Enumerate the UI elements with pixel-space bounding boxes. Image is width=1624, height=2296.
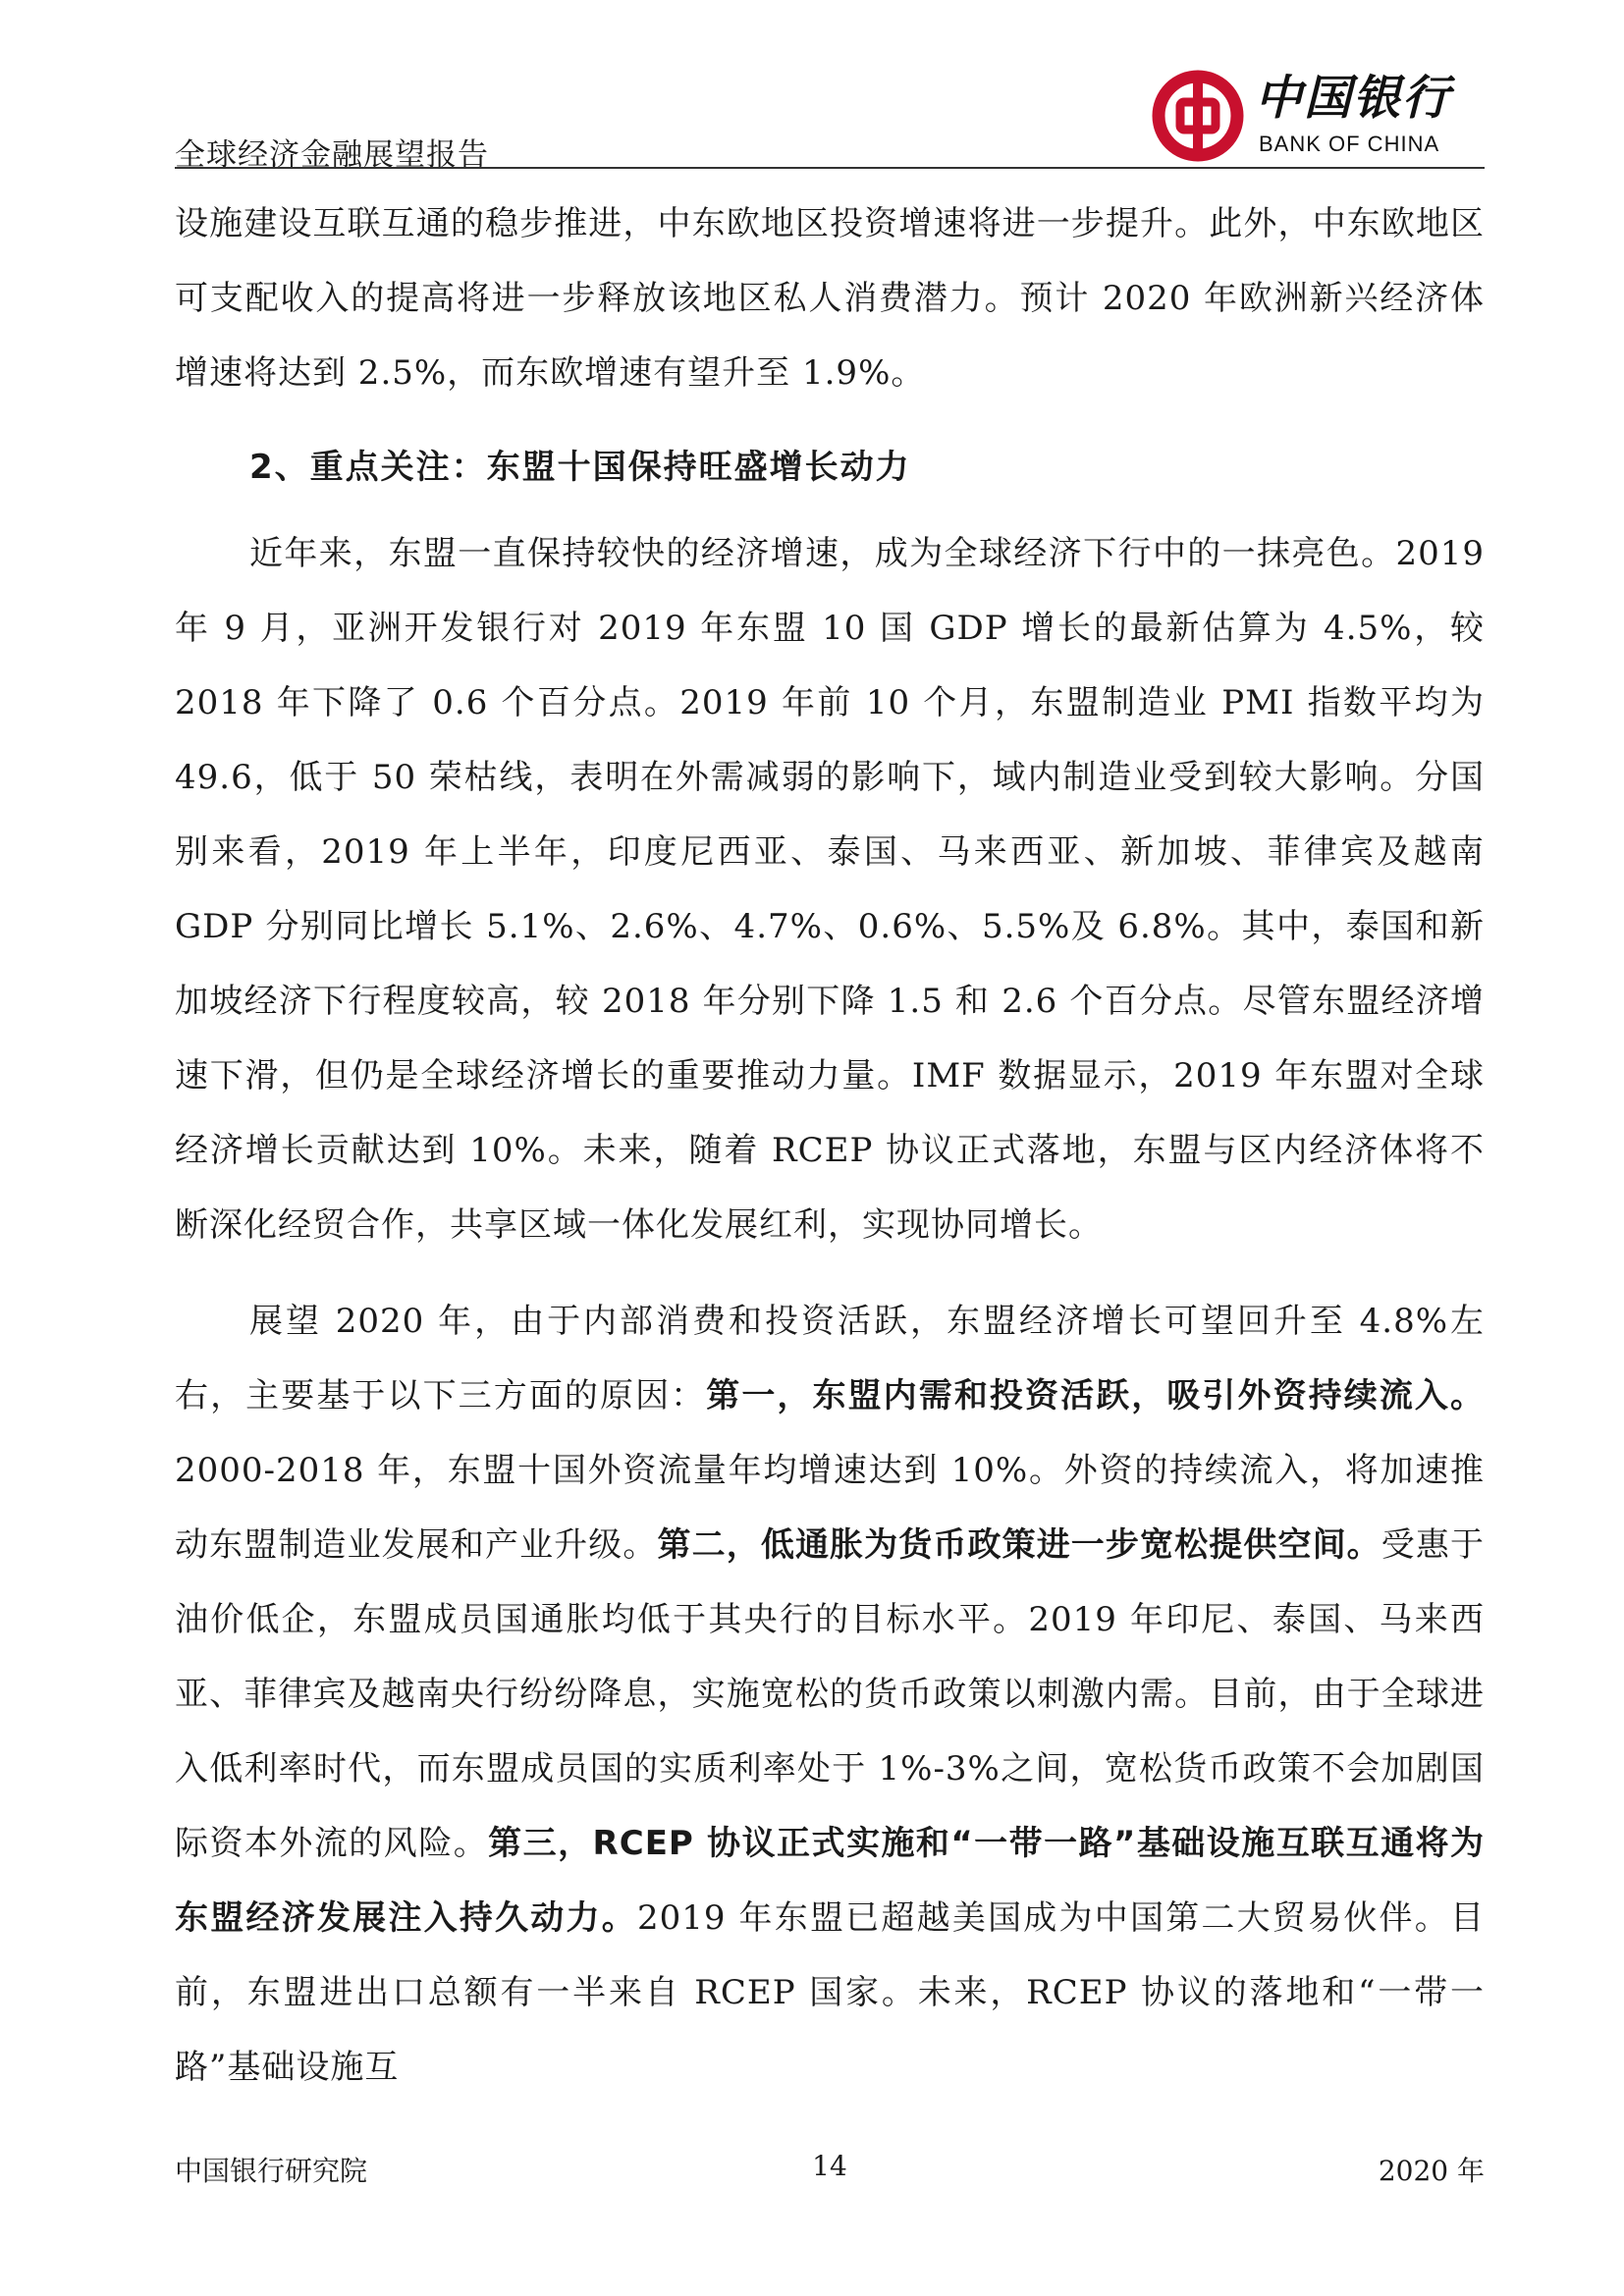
footer-year: 2020 年 — [1378, 2155, 1485, 2187]
footer-institute: 中国银行研究院 — [175, 2155, 368, 2187]
bank-of-china-emblem-icon — [1151, 69, 1245, 163]
paragraph-3-point-1: 第一，东盟内需和投资活跃，吸引外资持续流入。 — [706, 1376, 1485, 1415]
bank-of-china-logo — [1151, 69, 1465, 163]
logo-name-cn: 中国银行 — [1255, 71, 1452, 126]
page-number: 14 — [812, 2150, 847, 2182]
paragraph-3-text-2: 2000-2018 年，东盟十国外资流量年均增速达到 10%。外资的持续流入，将加速推动东盟制造业发展和产业升级。 — [175, 1451, 1485, 1565]
paragraph-3-text-3: 受惠于油价低企，东盟成员国通胀均低于其央行的目标水平。2019 年印尼、泰国、马来西亚、菲律宾及越南央行纷纷降息，实施宽松的货币政策以刺激内需。目前，由于全球进入低利率时代，而东盟成员国的实质利率处于 1%-3%之间，宽松货币政策不会加剧国际资本外流的风险。 — [175, 1525, 1486, 1863]
paragraph-3-point-2: 第二，低通胀为货币政策进一步宽松提供空间。 — [657, 1525, 1381, 1565]
paragraph-1: 设施建设互联互通的稳步推进，中东欧地区投资增速将进一步提升。此外，中东欧地区可支配收入的提高将进一步释放该地区私人消费潜力。预计 2020 年欧洲新兴经济体增速将达到 2.5%，而东欧增速有望升至 1.9%。 — [175, 204, 1485, 393]
page-content — [175, 187, 1485, 2105]
report-title: 全球经济金融展望报告 — [175, 137, 489, 173]
paragraph-3 — [175, 1284, 1485, 2105]
header-divider — [175, 167, 1485, 169]
page-footer — [175, 2150, 1485, 2189]
paragraph-2: 近年来，东盟一直保持较快的经济增速，成为全球经济下行中的一抹亮色。2019 年 9 月，亚洲开发银行对 2019 年东盟 10 国 GDP 增长的最新估算为 4.5%，较 2018 年下降了 0.6 个百分点。2019 年前 10 个月，东盟制造业 PMI 指数平均为 49.6，低于 50 荣枯线，表明在外需减弱的影响下，域内制造业受到较大影响。分国别来看，2019 年上半年，印度尼西亚、泰国、马来西亚、新加坡、菲律宾及越南 GDP 分别同比增长 5.1%、2.6%、4.7%、0.6%、5.5%及 6.8%。其中，泰国和新加坡经济下行程度较高，较 2018 年分别下降 1.5 和 2.6 个百分点。尽管东盟经济增速下滑，但仍是全球经济增长的重要推动力量。IMF 数据显示，2019 年东盟对全球经济增长贡献达到 10%。未来，随着 RCEP 协议正式落地，东盟与区内经济体将不断深化经贸合作，共享区域一体化发展红利，实现协同增长。 — [175, 534, 1485, 1245]
section-heading: 2、重点关注：东盟十国保持旺盛增长动力 — [249, 448, 911, 487]
paragraph-3-point-3: 第三，RCEP 协议正式实施和“一带一路”基础设施互联互通将为东盟经济发展注入持久动力。 — [175, 1824, 1486, 1938]
paragraph-3-text-4: 2019 年东盟已超越美国成为中国第二大贸易伙伴。目前，东盟进出口总额有一半来自 RCEP 国家。未来，RCEP 协议的落地和“一带一路”基础设施互 — [175, 1898, 1485, 2087]
logo-name-en: BANK OF CHINA — [1259, 132, 1440, 156]
paragraph-3-text-1: 展望 2020 年，由于内部消费和投资活跃，东盟经济增长可望回升至 4.8%左右，主要基于以下三方面的原因： — [175, 1302, 1485, 1415]
